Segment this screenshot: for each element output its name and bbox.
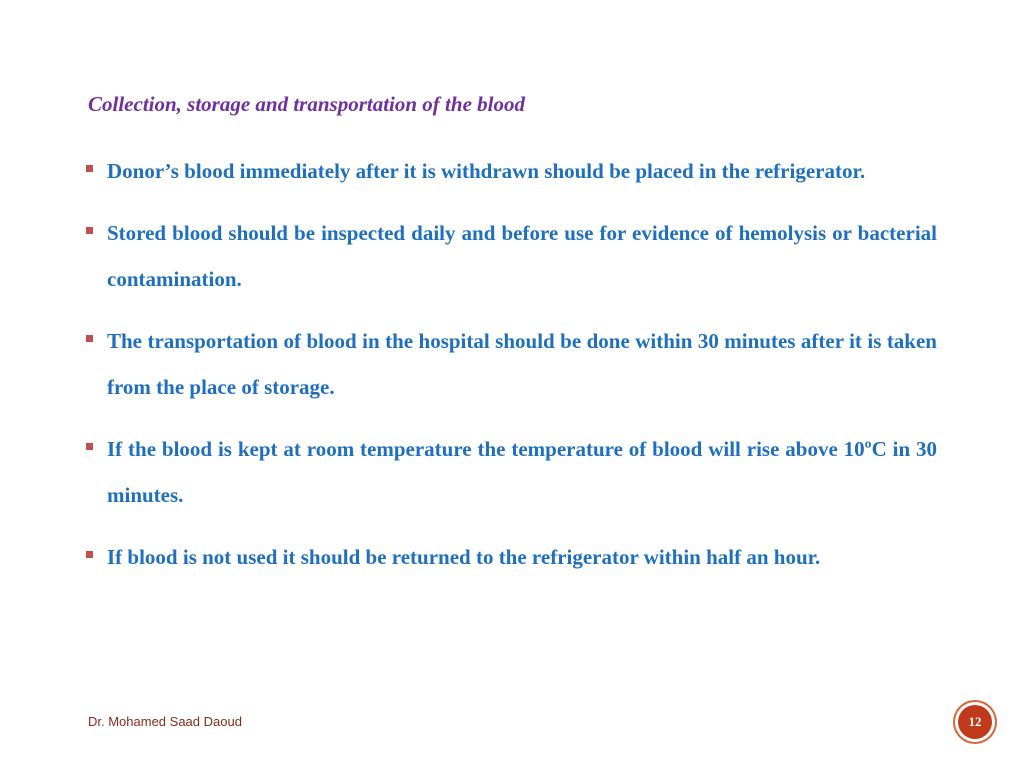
bullet-item bbox=[86, 210, 937, 302]
bullet-text: Donor’s blood immediately after it is withdrawn should be placed in the refrigerator. bbox=[107, 159, 866, 183]
slide-title: Collection, storage and transportation of the blood bbox=[88, 92, 525, 116]
bullet-item bbox=[86, 318, 937, 410]
square-bullet-icon bbox=[86, 551, 93, 558]
bullet-text: If the blood is kept at room temperature the temperature of blood will rise above 10ºC in 30 minutes. bbox=[107, 437, 937, 507]
bullet-item bbox=[86, 148, 937, 194]
page-number-badge bbox=[955, 702, 995, 742]
bullet-text: Stored blood should be inspected daily and before use for evidence of hemolysis or bacterial contamination. bbox=[107, 221, 937, 291]
square-bullet-icon bbox=[86, 335, 93, 342]
bullet-text: The transportation of blood in the hospital should be done within 30 minutes after it is taken from the place of storage. bbox=[107, 329, 937, 399]
bullet-item bbox=[86, 534, 937, 580]
bullet-list bbox=[86, 148, 937, 596]
square-bullet-icon bbox=[86, 165, 93, 172]
square-bullet-icon bbox=[86, 227, 93, 234]
bullet-item bbox=[86, 426, 937, 518]
page-number: 12 bbox=[958, 705, 992, 739]
footer-author: Dr. Mohamed Saad Daoud bbox=[88, 714, 242, 729]
square-bullet-icon bbox=[86, 443, 93, 450]
bullet-text: If blood is not used it should be returned to the refrigerator within half an hour. bbox=[107, 545, 821, 569]
